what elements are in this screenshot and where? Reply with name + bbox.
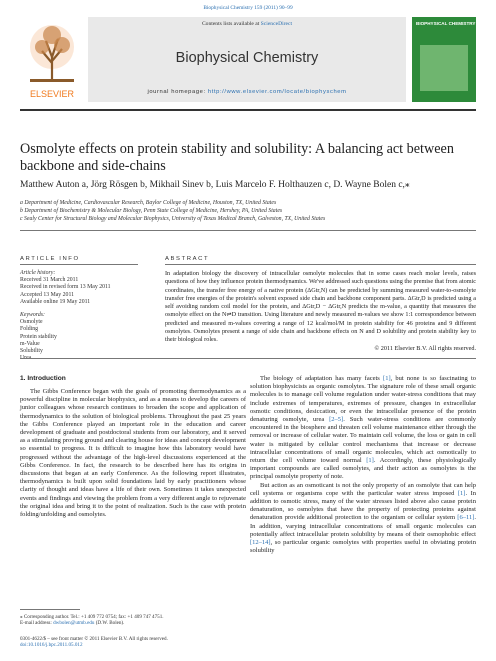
keyword-item: Folding [20, 326, 39, 333]
abstract-text: In adaptation biology the discovery of intracellular osmolyte molecules that in some cases reach molar levels, raises questions of how they influence protein thermodynamics. We've addressed such questions using the premise that from atomic coordinates, the transfer free energy of a native protein (ΔGtr,N) can be predicted by summing measured water-to-osmolyte transfer free energies of the protein's solvent exposed side chain and backbone component parts. ΔGtr,D is predicted using a self avoiding random coil model for the protein, and ΔGtr,D − ΔGtr,N predicts the m-value, a quantity that measures the osmolyte effect on the N⇌D transition. Using literature and newly measured m-values we show 1:1 correspondence between predicted and measured m-values covering a range of 12 kcal/mol/M in protein stability for 46 proteins and 9 different osmolytes. Osmolytes present a range of side chain and backbone effects on N and D solubility and protein stability key to their biological roles. [165, 270, 476, 344]
article-title: Osmolyte effects on protein stability and solubility: A balancing act between backbone and side-chains [20, 141, 454, 174]
keyword-item: m-Value [20, 340, 40, 347]
intro-paragraph: But action as an osmoticant is not the only property of an osmolyte that can help cell systems or organisms cope with the particular water stress imposed [1]. In addition to osmotic stress, many of the water stresses listed above also cause protein denaturation, so osmolytes that have the property of protecting proteins against denaturation provide additional protection to the organism or cellular system [6–11]. In addition, varying intracellular concentrations of small organic molecules can potentially affect intracellular protein solubility by means of their osmophobic effect [12–14], so particular organic osmolytes with properties useful in obviating protein solubility [250, 481, 476, 555]
journal-header [20, 17, 476, 102]
header-divider [20, 109, 476, 111]
reference-link[interactable]: [6–11] [457, 514, 475, 522]
article-info-panel [20, 270, 138, 362]
elsevier-logo [20, 17, 84, 102]
keywords-label: Keywords: [20, 312, 45, 319]
journal-homepage-link[interactable]: http://www.elsevier.com/locate/biophyschem [207, 89, 347, 95]
reference-link[interactable]: [2–5] [329, 416, 344, 424]
affiliation-b: b Department of Biochemistry & Molecular Biology, Penn State College of Medicine, Hershey, PA, United States [20, 208, 283, 214]
article-info-rule [20, 264, 138, 265]
abstract-copyright: © 2011 Elsevier B.V. All rights reserved. [374, 344, 476, 352]
keyword-item: Protein stability [20, 333, 57, 340]
author-email-link[interactable]: dwbolen@utmb.edu [53, 620, 95, 627]
journal-cover-thumbnail [412, 17, 476, 102]
author-list: Matthew Auton a, Jörg Rösgen b, Mikhail Sinev b, Luis Marcelo F. Holthauzen c, D. Wayne Bolen c,⁎ [20, 180, 410, 190]
history-item: Accepted 13 May 2011 [20, 291, 75, 298]
affiliation-divider [20, 230, 476, 231]
cover-image [420, 45, 468, 91]
keyword-item: Osmolyte [20, 319, 43, 326]
front-matter-block [20, 636, 246, 649]
corresponding-author-footnote: ⁎ Corresponding author. Tel.: +1 409 772 0754; fax: +1 409 747 4751. E-mail address: dwbolen@utmb.edu (D.W. Bolen). [20, 614, 164, 627]
abstract-heading: ABSTRACT [165, 256, 210, 262]
journal-homepage-line: journal homepage: http://www.elsevier.com/locate/biophyschem [147, 89, 347, 95]
reference-link[interactable]: [1] [366, 457, 374, 465]
abstract-rule [165, 264, 476, 265]
keyword-item: Solubility [20, 348, 43, 355]
elsevier-wordmark: ELSEVIER [29, 89, 75, 99]
journal-title: Biophysical Chemistry [175, 50, 319, 66]
citation-line: Biophysical Chemistry 159 (2011) 90–99 [203, 5, 293, 11]
history-label: Article history: [20, 270, 56, 276]
front-matter-line: 0301-4622/$ – see front matter © 2011 Elsevier B.V. All rights reserved. [20, 636, 168, 642]
abstract-body [165, 270, 476, 353]
introduction-heading: 1. Introduction [20, 375, 66, 382]
article-info-heading: ARTICLE INFO [20, 256, 80, 262]
reference-link[interactable]: [12–14] [250, 539, 271, 547]
reference-link[interactable]: [1] [457, 489, 466, 497]
sciencedirect-link[interactable]: ScienceDirect [260, 21, 293, 27]
footnote-rule [20, 609, 80, 610]
contents-line: Contents lists available at ScienceDirect [201, 21, 293, 27]
history-item: Received in revised form 13 May 2011 [20, 284, 111, 291]
journal-masthead [88, 17, 406, 102]
body-column-left [20, 388, 246, 519]
intro-paragraph: The Gibbs Conference began with the goals of promoting thermodynamics as a powerful discipline in molecular biophysics, and as a means to develop the careers of junior colleagues whose research continues to broaden the scope and application of thermodynamics to the solution of biological problems. Throughout the past 25 years the Gibbs Conference played an important role in the education and career development of graduate and postdoctoral students from our laboratory, and it served as a stimulating proving ground and clearing house for ideas and concept development so essential to progress. It is difficult to imagine how this laboratory would have progressed without the advantage of the high-level discussions experienced at the Gibbs Conference. In fact, the research to be described here has its origins in discussions that began at an early Conference. As the following report illustrates, thermodynamics is built upon solid foundations laid by early practitioners whose clarity of thought and ideas have a life of their own. Sometimes it takes unexpected events and findings and viewing the problem from a very different angle to rejuvenate the original idea and bring it to the point of realization. Such is the case with protein folding/unfolding and osmolytes. [20, 388, 246, 519]
abstract-bottom-rule [20, 358, 476, 359]
affiliation-a: a Department of Medicine, Cardiovascular Research, Baylor College of Medicine, Houston, TX, United States [20, 200, 277, 206]
reference-link[interactable]: [1] [383, 375, 391, 382]
history-item: Available online 19 May 2011 [20, 298, 91, 305]
body-column-right [250, 375, 476, 555]
cover-title: BIOPHYSICAL CHEMISTRY [416, 21, 476, 26]
affiliation-c: c Sealy Center for Structural Biology and Molecular Biophysics, University of Texas Medical Branch, Galveston, TX, United States [20, 216, 326, 222]
doi-link[interactable]: doi:10.1016/j.bpc.2011.05.012 [20, 642, 83, 649]
intro-paragraph: The biology of adaptation has many facets [1], but none is so fascinating to solution biophysicists as organic osmolytes. The signature role of these small organic molecules is to manage cell volume regulation under water-stress conditions that may include extremes of temperatures, extremes of pressure, changes in extracellular osmotic conditions, desiccation, or even the intracellular presence of the protein denaturing osmolyte, urea [2–5]. Such water-stress conditions are commonly encountered in the biosphere and threaten cell volume maintenance either through the removal or increase of cellular water. To maintain cell volume, the loss or gain in cell water is mitigated by cellular control mechanisms that increase or decrease intracellular concentrations of small organic molecules, which act osmotically to return the cell volume toward normal [1]. Accordingly, these physiologically important compounds are called osmolytes, and their action as osmolytes is the principal osmolyte property of note. [250, 375, 476, 481]
history-item: Received 31 March 2011 [20, 277, 79, 284]
